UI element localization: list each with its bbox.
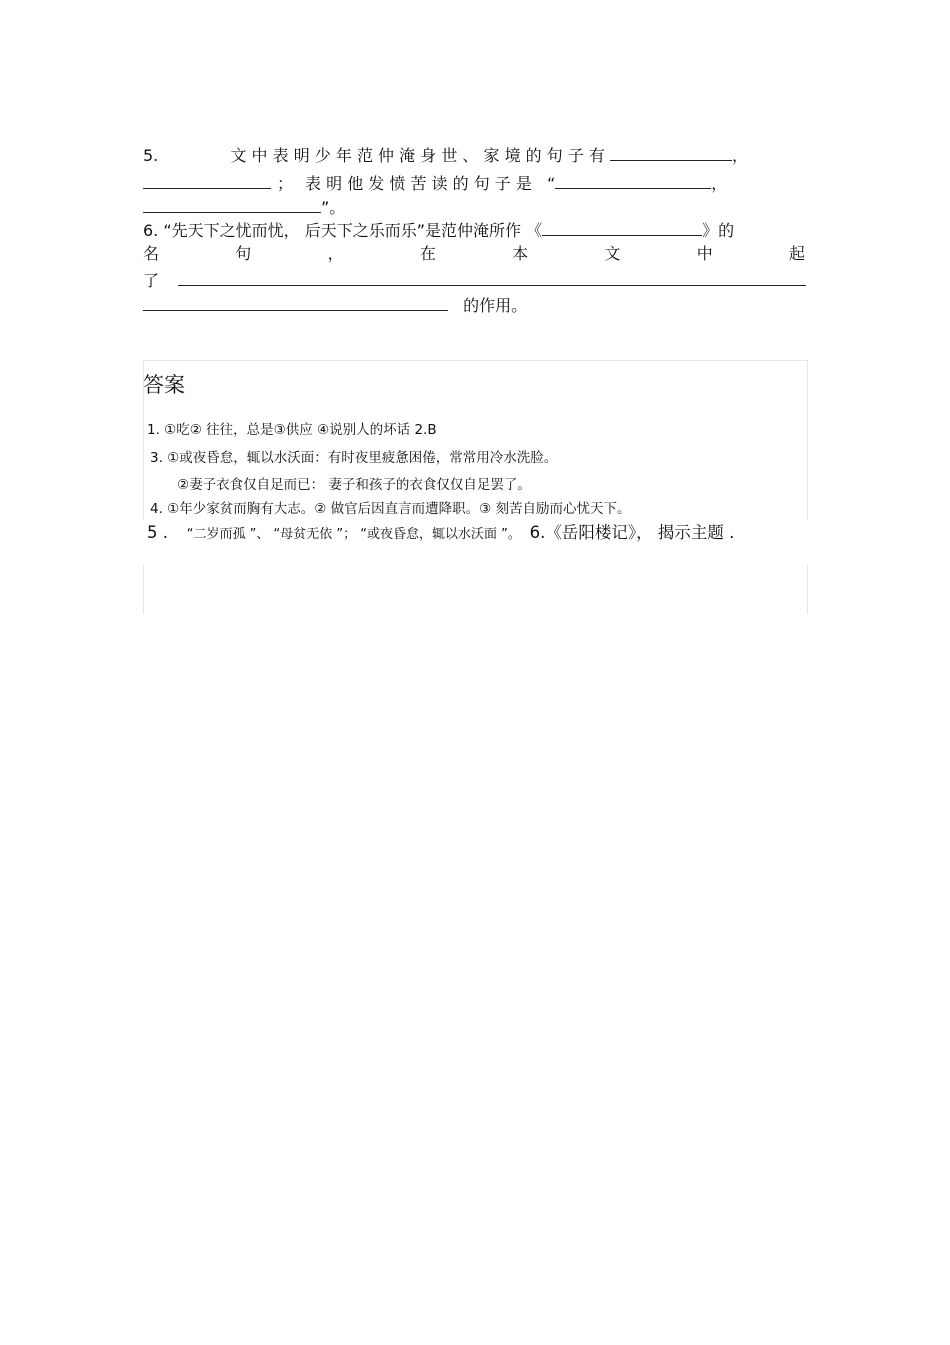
answer-3: 3. ①或夜昏怠，辄以水沃面：有时夜里疲惫困倦，常常用冷水洗脸。 xyxy=(150,450,558,466)
answer-1: 1. ①吃② 往往，总是③供应 ④说别人的坏话 2.B xyxy=(147,422,437,438)
question-5-text-b: 表 明 他 发 愤 苦 读 的 句 子 是 xyxy=(305,174,532,193)
spread-char: 文 xyxy=(604,244,621,263)
spread-char: ， xyxy=(327,244,344,263)
answer-6: 6.《岳阳楼记》， 揭示主题 . xyxy=(529,523,735,542)
answer-blank-5[interactable] xyxy=(542,219,702,236)
question-5-line-3 xyxy=(143,196,345,218)
answer-blank-4[interactable] xyxy=(143,196,321,213)
question-5-number: 5. xyxy=(143,146,159,165)
answer-blank-1[interactable] xyxy=(610,144,732,161)
answer-blank-2[interactable] xyxy=(143,172,271,189)
answer-blank-7[interactable] xyxy=(143,294,448,311)
answer-4: 4. ①年少家贫而胸有大志。② 做官后因直言而遭降职。③ 刻苦自励而心忧天下。 xyxy=(150,501,631,517)
spread-char: 句 xyxy=(235,244,252,263)
spread-char: 中 xyxy=(696,244,713,263)
spread-char: 本 xyxy=(512,244,529,263)
question-5-end: ”。 xyxy=(321,198,346,217)
question-6-text-b: 》的 xyxy=(702,221,735,240)
spread-char: 名 xyxy=(143,244,160,263)
question-6-line-3 xyxy=(143,269,806,291)
question-6-end: 的作用。 xyxy=(463,296,528,315)
spread-char: 起 xyxy=(788,244,805,263)
answer-5-text: “二岁而孤 ”、 “母贫无依 ”； “或夜昏怠，辄以水沃面 ”。 xyxy=(186,527,521,542)
question-6-line-2 xyxy=(143,244,805,264)
question-5-open-quote: “ xyxy=(546,174,556,193)
question-5-comma-1: ， xyxy=(732,146,749,165)
answer-title: 答案 xyxy=(143,373,185,397)
question-5-semicolon: ； xyxy=(277,174,294,193)
answer-blank-6[interactable] xyxy=(178,269,806,286)
question-6-line-4 xyxy=(143,294,527,316)
question-6-text-a: 6. “先天下之忧而忧， 后天下之乐而乐”是范仲淹所作 《 xyxy=(143,221,543,240)
answer-5-number: 5 . xyxy=(147,523,168,542)
question-5-line-1 xyxy=(143,144,748,166)
spread-char: 在 xyxy=(419,244,436,263)
answer-blank-3[interactable] xyxy=(555,172,711,189)
answer-3b: ②妻子衣食仅自足而已： 妻子和孩子的衣食仅仅自足罢了。 xyxy=(177,477,531,493)
question-5-line-2 xyxy=(143,172,727,194)
question-5-text-a: 文 中 表 明 少 年 范 仲 淹 身 世 、 家 境 的 句 子 有 xyxy=(230,146,605,165)
question-6-le: 了 xyxy=(143,271,160,290)
answer-5-line xyxy=(147,523,734,545)
question-6-line-1 xyxy=(143,219,734,241)
question-5-comma-2: ， xyxy=(711,174,728,193)
